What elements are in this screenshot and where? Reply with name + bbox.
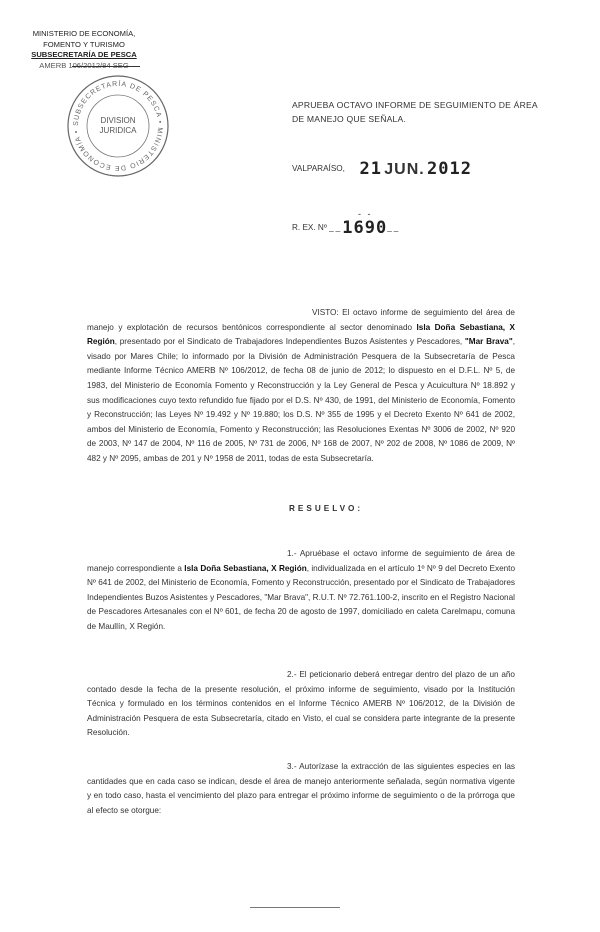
date-place: VALPARAÍSO, <box>292 164 345 173</box>
resolution-item-3 <box>87 760 515 818</box>
seal-center-line2: JURIDICA <box>99 126 137 135</box>
item3-text: 3.- Autorízase la extracción de las siguientes especies en las cantidades que en cada caso se indican, desde el área de manejo anteriormente señalada, según normativa vigente y en todo caso, hasta el vencimiento del plazo para entregar el próximo informe de seguimiento o de la prórroga que al efecto se otorgue: <box>87 762 515 815</box>
date-year: 2012 <box>427 159 472 179</box>
item1-text-1: 1.- Apruébase el octavo informe de seguimiento de área de manejo correspondiente a <box>87 549 515 573</box>
date-line <box>292 159 472 179</box>
item2-text: 2.- El peticionario deberá entregar dentro del plazo de un año contado desde la fecha de la presente resolución, el próximo informe de seguimiento, visado por la Institución Técnica y formulado en los términos contenidos en el Informe Técnico AMERB Nº 106/2012, de la División de Administración Pesquera de esta Subsecretaría, citado en Visto, el cual se considera parte integrante de la presente Resolución. <box>87 670 515 738</box>
visto-paragraph <box>87 306 515 467</box>
resolution-item-1 <box>87 547 515 635</box>
resolution-number: 1690 <box>342 218 388 238</box>
letterhead-department: FOMENTO Y TURISMO <box>43 39 125 49</box>
visto-place-name: Isla Doña Sebastiana, X Región <box>87 322 516 347</box>
visto-text-1: VISTO: El octavo informe de seguimiento del área de manejo y explotación de recursos bentónicos correspondiente al sector denominado <box>87 308 515 332</box>
seal-graphic <box>63 71 173 181</box>
visto-org-name: "Mar Brava" <box>464 337 513 347</box>
seal-ring-text: SUBSECRETARÍA DE PESCA • MINISTERIO DE ECONOMÍA • <box>72 80 164 172</box>
resolution-number-line: - - R. EX. Nº __1690__ <box>292 209 401 238</box>
document-title: APRUEBA OCTAVO INFORME DE SEGUIMIENTO DE ÁREA DE MANEJO QUE SEÑALA. <box>292 100 538 124</box>
item1-place-name: Isla Doña Sebastiana, X Región <box>184 563 307 573</box>
resolution-label: R. EX. Nº <box>292 223 327 232</box>
visto-text-2: , presentado por el Sindicato de Trabajadores Independientes Buzos Asistentes y Pescadores, <box>114 337 465 347</box>
letterhead-subsecretariat: SUBSECRETARÍA DE PESCA <box>31 50 137 60</box>
resuelvo-heading: RESUELVO: <box>289 504 364 513</box>
date-day: 21 <box>359 159 382 179</box>
page-divider <box>250 907 340 908</box>
date-month: JUN. <box>384 161 425 178</box>
item1-text-2: , individualizada en el artículo 1º Nº 9 del Decreto Exento Nº 641 de 2002, del Ministerio de Economía, Fomento y Reconstrucción, presentado por el Sindicato de Trabajadores Independientes Buzos Asistentes y Pescadores, "Mar Brava", R.U.T. Nº 72.761.100-2, inscrito en el Registro Nacional de Pescadores Artesanales con el Nº 601, de fecha 20 de agosto de 1997, domiciliado en caleta Carelmapu, comuna de Maullín, X Región. <box>87 563 515 631</box>
letterhead-ministry: MINISTERIO DE ECONOMÍA, <box>32 29 136 38</box>
letterhead <box>14 29 154 71</box>
resolution-item-2 <box>87 668 515 741</box>
visto-text-3: , visado por Mares Chile; lo informado por la División de Administración Pesquera de la Subsecretaría de Pesca mediante Informe Técnico AMERB Nº 106/2012, de fecha 08 de junio de 2012; lo dispuesto en el D.F.L. Nº 5, de 1983, del Ministerio de Economía Fomento y Reconstrucción y la Ley General de Pesca y Acuicultura Nº 18.892 y sus modificaciones cuyo texto refundido fue fijado por el D.S. Nº 430, de 1991, del Ministerio de Economía, Fomento y Reconstrucción; las Leyes Nº 19.492 y Nº 19.880; los D.S. Nº 355 de 1995 y el Decreto Exento Nº 641 de 2002, ambos del Ministerio de Economía, Fomento y Reconstrucción; las Resoluciones Exentas Nº 3006 de 2002, Nº 920 de 2003, Nº 147 de 2004, Nº 116 de 2005, Nº 731 de 2006, Nº 168 de 2007, Nº 202 de 2008, Nº 1086 de 2009, Nº 482 y Nº 2095, ambas de 201 y Nº 1958 de 2011, todas de esta Subsecretaría. <box>87 337 515 463</box>
seal-center-line1: DIVISION <box>100 116 136 125</box>
official-seal <box>63 71 173 181</box>
letterhead-reference: AMERB 106/2012/84 SEG <box>14 61 154 72</box>
